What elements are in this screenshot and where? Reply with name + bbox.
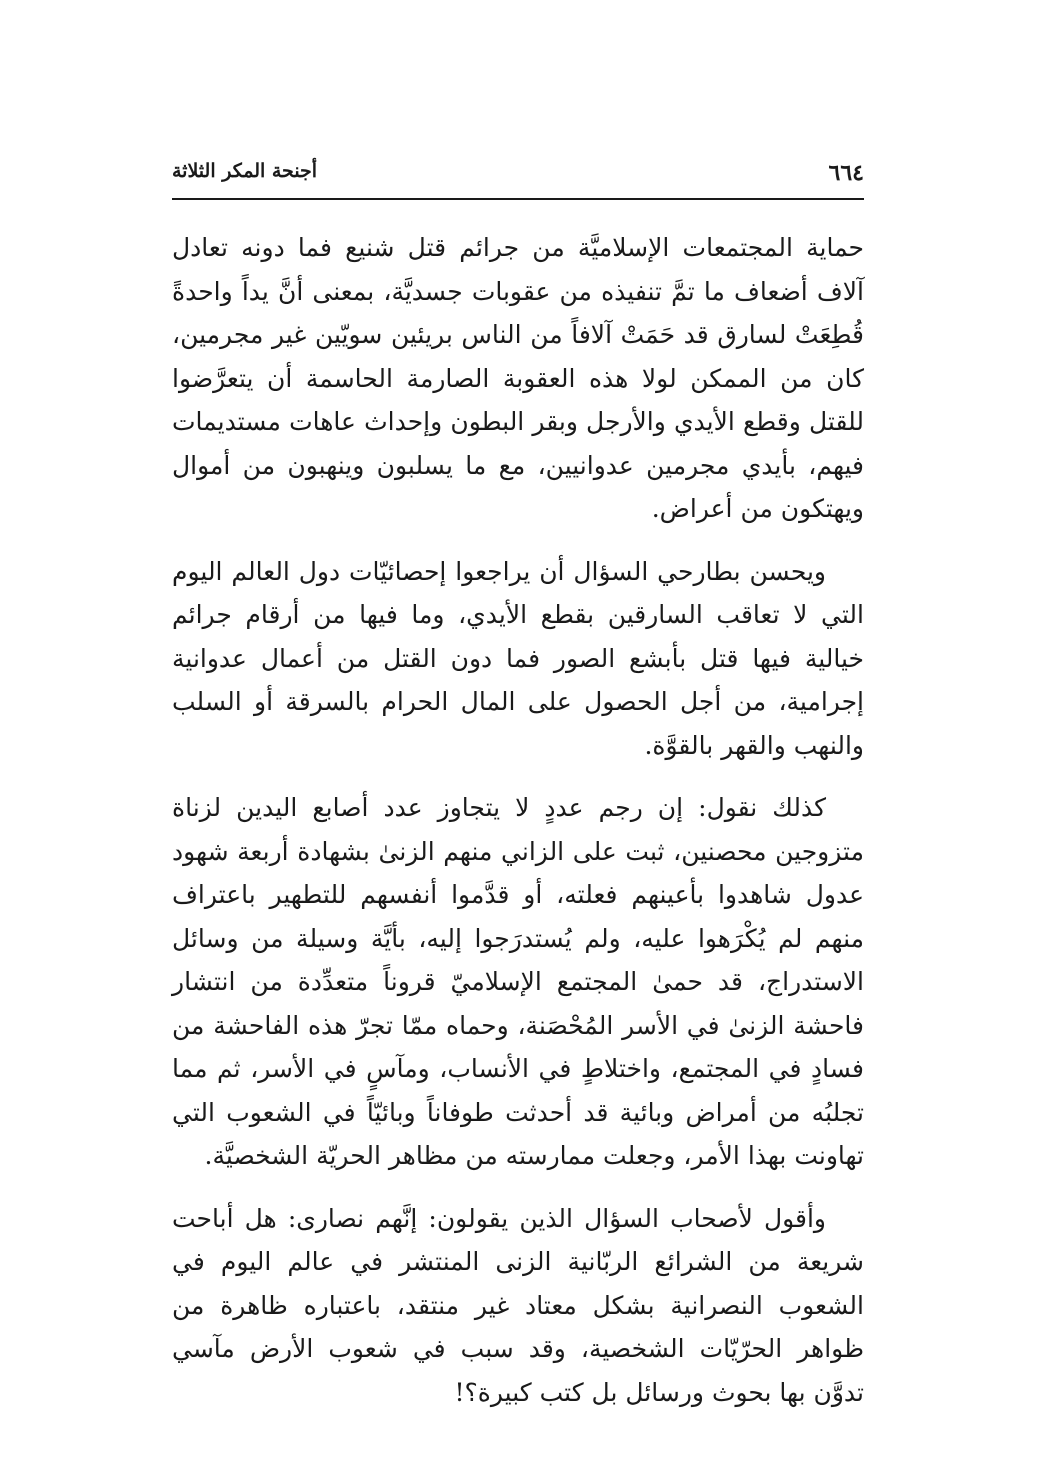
page-header: [172, 156, 864, 200]
paragraph-2: ويحسن بطارحي السؤال أن يراجعوا إحصائيّات دول العالم اليوم التي لا تعاقب السارقين بقطع الأيدي، وما فيها من أرقام جرائم خيالية فيها قتل بأبشع الصور فما دون القتل من أعمال عدوانية إجرامية، من أجل الحصول على المال الحرام بالسرقة أو السلب والنهب والقهر بالقوَّة.: [172, 556, 864, 760]
paragraph-3: كذلك نقول: إن رجم عددٍ لا يتجاوز عدد أصابع اليدين لزناة متزوجين محصنين، ثبت على الزاني منهم الزنىٰ بشهادة أربعة شهود عدول شاهدوا بأعينهم فعلته، أو قدَّموا أنفسهم للتطهير باعتراف منهم لم يُكْرَهوا عليه، ولم يُستدرَجوا إليه، بأيَّة وسيلة من وسائل الاستدراج، قد حمىٰ المجتمع الإسلاميّ قروناً متعدِّدة من انتشار فاحشة الزنىٰ في الأسر المُحْصَنة، وحماه ممّا تجرّ هذه الفاحشة من فسادٍ في المجتمع، واختلاطٍ في الأنساب، ومآسٍ في الأسر، ثم مما تجلبُه من أمراض وبائية قد أحدثت طوفاناً وبائيّاً في الشعوب التي تهاونت بهذا الأمر، وجعلت ممارسته من مظاهر الحريّة الشخصيَّة.: [172, 793, 864, 1170]
header-divider: [172, 198, 864, 200]
body-text: [172, 226, 864, 1414]
paragraph-1: حماية المجتمعات الإسلاميَّة من جرائم قتل شنيع فما دونه تعادل آلاف أضعاف ما تمَّ تنفيذه من عقوبات جسديَّة، بمعنى أنَّ يداً واحدةً قُطِعَتْ لسارق قد حَمَتْ آلافاً من الناس بريئين سويّين غير مجرمين، كان من الممكن لولا هذه العقوبة الصارمة الحاسمة أن يتعرَّضوا للقتل وقطع الأيدي والأرجل وبقر البطون وإحداث عاهات مستديمات فيهم، بأيدي مجرمين عدوانيين، مع ما يسلبون وينهبون من أموال ويهتكون من أعراض.: [172, 233, 864, 523]
page-number: ٦٦٤: [828, 160, 864, 186]
running-title: أجنحة المكر الثلاثة: [172, 160, 318, 182]
paragraph-4: وأقول لأصحاب السؤال الذين يقولون: إنَّهم نصارى: هل أباحت شريعة من الشرائع الربّانية الزنى المنتشر في عالم اليوم في الشعوب النصرانية بشكل معتاد غير منتقد، باعتباره ظاهرة من ظواهر الحرّيّات الشخصية، وقد سبب في شعوب الأرض مآسي تدوَّن بها بحوث ورسائل بل كتب كبيرة؟!: [172, 1203, 864, 1407]
